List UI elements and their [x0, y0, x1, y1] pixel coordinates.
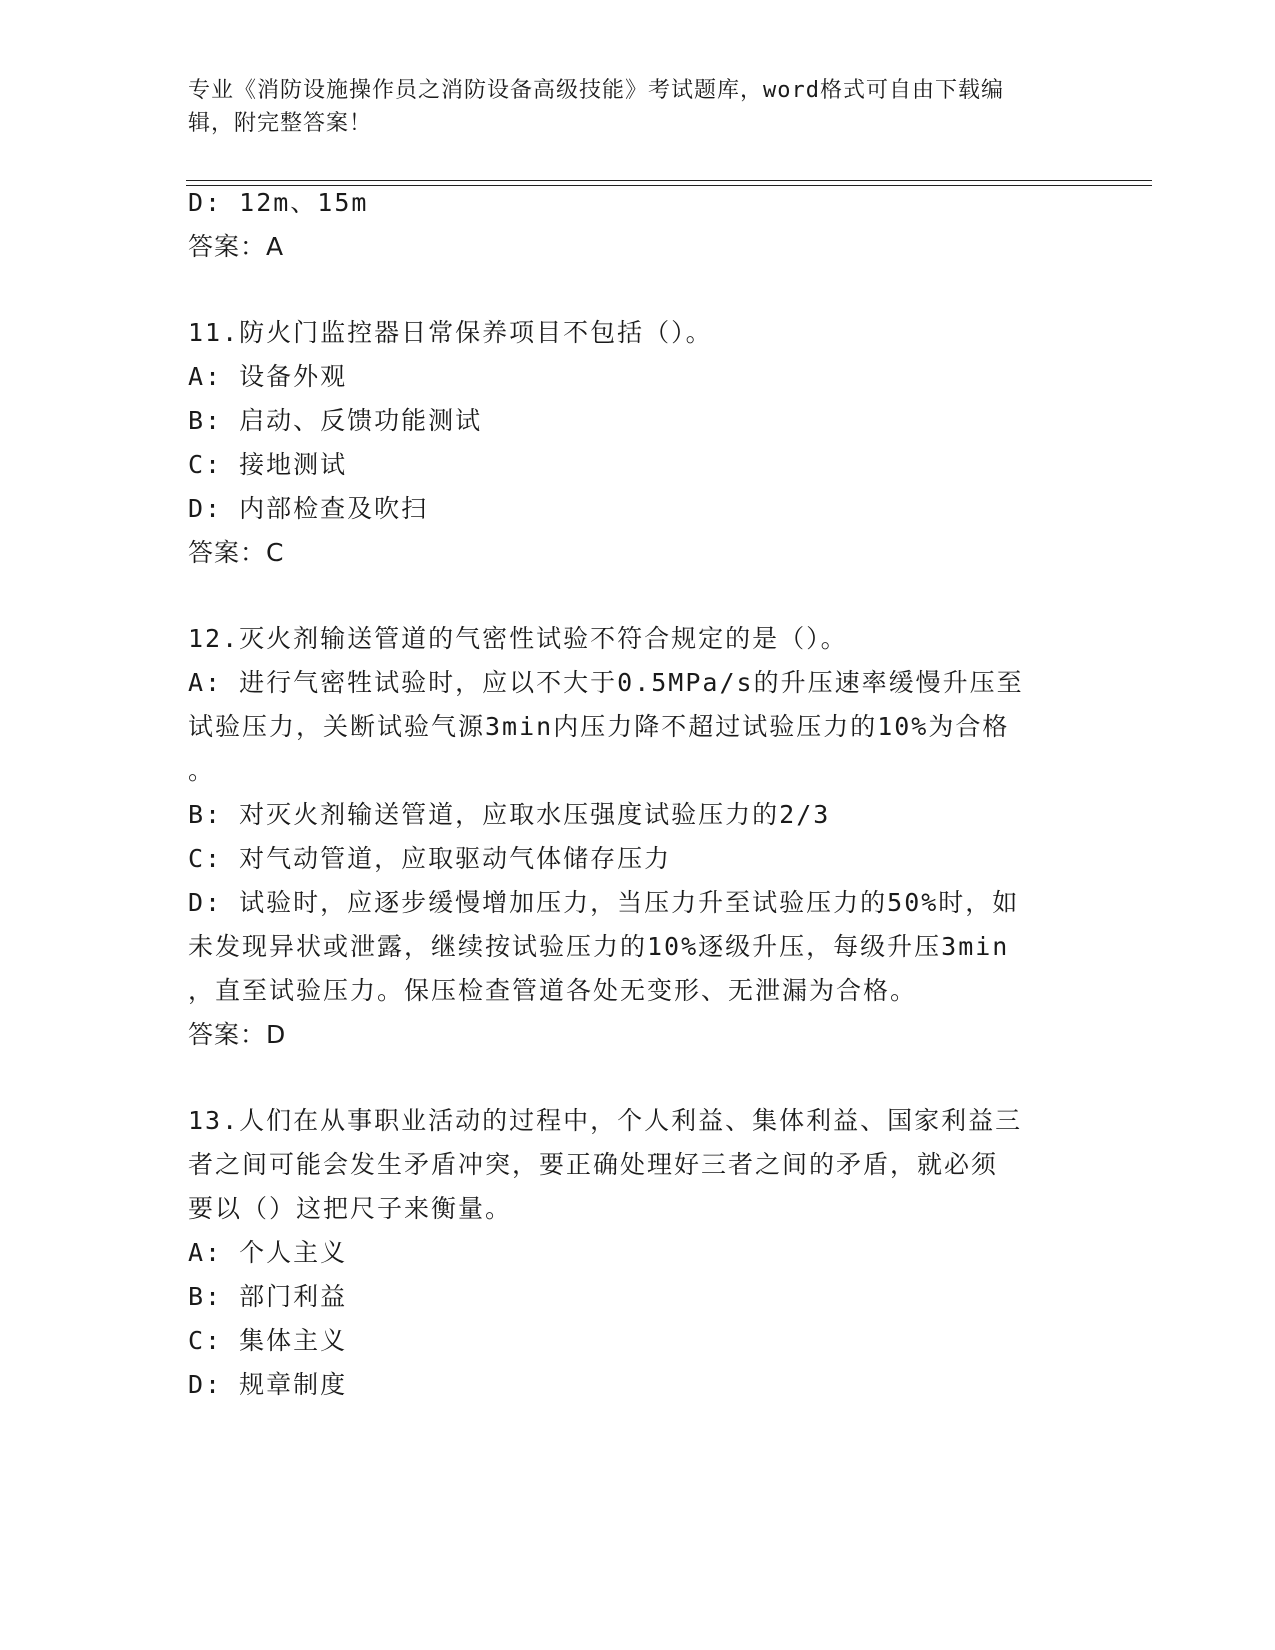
- q12-question: 12.灭火剂输送管道的气密性试验不符合规定的是（）。: [188, 624, 848, 653]
- q11-option-d: D: 内部检查及吹扫: [188, 494, 429, 523]
- header-divider-top: [186, 180, 1152, 181]
- q12-option-c: C: 对气动管道，应取驱动气体储存压力: [188, 844, 672, 873]
- q12-option-a-line1: A: 进行气密牲试验时，应以不大于0.5MPa/s的升压速率缓慢升压至: [188, 668, 1024, 697]
- q11-question: 11.防火门监控器日常保养项目不包括（）。: [188, 318, 713, 347]
- document-header: [188, 74, 1088, 140]
- q11-option-c: C: 接地测试: [188, 450, 348, 479]
- q13-option-d: D: 规章制度: [188, 1370, 348, 1399]
- q11-option-b: B: 启动、反馈功能测试: [188, 406, 483, 435]
- header-line-2: 辑，附完整答案！: [188, 111, 373, 136]
- q12-option-d-line2: 未发现异状或泄露，继续按试验压力的10%逐级升压，每级升压3min: [188, 932, 1010, 961]
- q11-answer: 答案：C: [188, 538, 285, 567]
- q12-option-b: B: 对灭火剂输送管道，应取水压强度试验压力的2/3: [188, 800, 831, 829]
- q13-option-b: B: 部门利益: [188, 1282, 348, 1311]
- q12-answer: 答案：D: [188, 1020, 287, 1049]
- q13-option-c: C: 集体主义: [188, 1326, 348, 1355]
- q10-answer: 答案：A: [188, 232, 285, 261]
- q12-option-d-line3: ，直至试验压力。保压检查管道各处无变形、无泄漏为合格。: [188, 976, 918, 1005]
- header-line-1: 专业《消防设施操作员之消防设备高级技能》考试题库，word格式可自由下载编: [188, 78, 1004, 103]
- q13-question-line2: 者之间可能会发生矛盾冲突，要正确处理好三者之间的矛盾，就必须: [188, 1150, 999, 1179]
- q13-option-a: A: 个人主义: [188, 1238, 348, 1267]
- q12-option-a-line2: 试验压力，关断试验气源3min内压力降不超过试验压力的10%为合格: [188, 712, 1010, 741]
- q11-option-a: A: 设备外观: [188, 362, 348, 391]
- q13-question-line3: 要以（）这把尺子来衡量。: [188, 1194, 513, 1223]
- q10-option-d: D: 12m、15m: [188, 188, 369, 217]
- q12-option-d-line1: D: 试验时，应逐步缓慢增加压力，当压力升至试验压力的50%时，如: [188, 888, 1020, 917]
- q12-option-a-line3: 。: [188, 756, 216, 785]
- q13-question-line1: 13.人们在从事职业活动的过程中，个人利益、集体利益、国家利益三: [188, 1106, 1023, 1135]
- header-divider-bottom: [186, 185, 1152, 186]
